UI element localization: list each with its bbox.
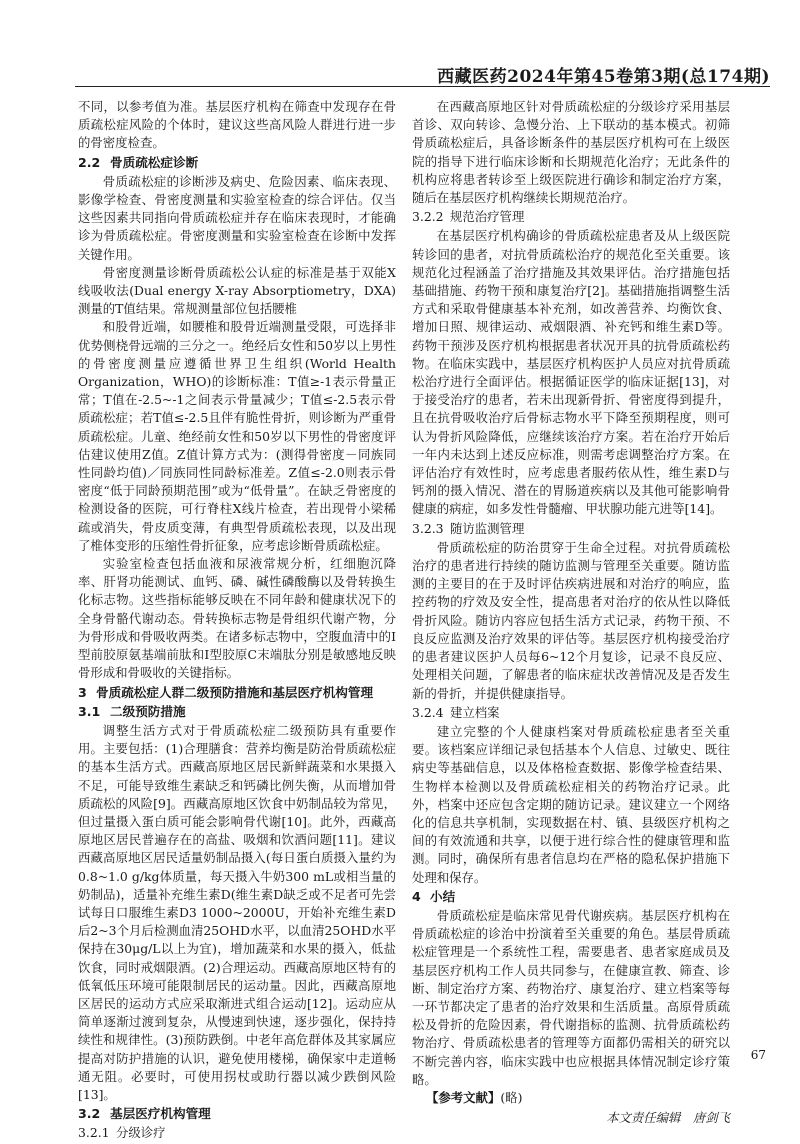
section-number: 3.2.2 (412, 209, 444, 225)
section-title: 骨质疏松症人群二级预防措施和基层医疗机构管理 (96, 684, 374, 700)
left-column (78, 98, 396, 1144)
references-line (412, 1089, 730, 1107)
references-label: 【参考文献】 (426, 1089, 501, 1105)
section-heading-3-2-2 (412, 208, 730, 226)
header-divider (75, 86, 770, 87)
section-heading-3-2-1 (78, 1124, 396, 1142)
section-number: 3.2.4 (412, 704, 444, 720)
section-title: 规范治疗管理 (450, 209, 525, 225)
section-heading-3-2 (78, 1105, 396, 1123)
section-number: 3 (78, 684, 87, 700)
journal-header: 西藏医药2024年第45卷第3期(总174期) (437, 67, 770, 87)
paragraph: 在基层医疗机构确诊的骨质疏松症患者及从上级医院转诊回的患者，对抗骨质疏松治疗的规范化至关重要。该规范化过程涵盖了治疗措施及其效果评估。治疗措施包括基础措施、药物干预和康复治疗[2]。基础措施指调整生活方式和采取骨健康基本补充剂，如改善营养、均衡饮食、增加日照、规律运动、戒烟限酒、补充钙和维生素D等。药物干预涉及医疗机构根据患者状况开具的抗骨质疏松药物。在临床实践中，基层医疗机构医护人员应对抗骨质疏松治疗进行全面评估。根据循证医学的临床证据[13]，对于接受治疗的患者，若未出现新骨折、骨密度得到提升，且在抗骨吸收治疗后骨标志物水平下降至预期程度，则可认为骨折风险降低，应继续该治疗方案。若在治疗开始后一年内未达到上述反应标准，则需考虑调整治疗方案。在评估治疗有效性时，应考虑患者服药依从性，维生素D与钙剂的摄入情况、潜在的胃肠道疾病以及其他可能影响骨健康的病症，如多发性骨髓瘤、甲状腺功能亢进等[14]。 (412, 228, 730, 517)
paragraph: 调整生活方式对于骨质疏松症二级预防具有重要作用。主要包括：(1)合理膳食：营养均衡是防治骨质疏松症的基本生活方式。西藏高原地区居民新鲜蔬菜和水果摄入不足，可能导致维生素缺乏和钙磷比例失衡，从而增加骨质疏松的风险[9]。西藏高原地区饮食中奶制品较为常见，但过量摄入蛋白质可能会影响骨代谢[10]。此外，西藏高原地区居民普遍存在的高盐、吸烟和饮酒问题[11]。建议西藏高原地区居民适量奶制品摄入(每日蛋白质摄入量约为0.8~1.0 g/kg体质量，每天摄入牛奶300 mL或相当量的奶制品)，适量补充维生素D(维生素D缺乏或不足者可先尝试每日口服维生素D3 1000~2000U，开始补充维生素D后2~3个月后检测血清25OHD水平，以血清25OHD水平保持在30μg/L以上为宜)，增加蔬菜和水果的摄入，低盐饮食，同时戒烟限酒。(2)合理运动。西藏高原地区特有的低氧低压环境可能限制居民的运动量。因此，西藏高原地区居民的运动方式应采取渐进式组合运动[12]。运动应从简单逐渐过渡到复杂，从慢速到快速，逐步强化，保持持续性和规律性。(3)预防跌倒。中老年高危群体及其家属应提高对防护措施的认识，避免使用楼梯，确保家中走道畅通无阻。必要时，可使用拐杖或助行器以减少跌倒风险[13]。 (78, 722, 396, 1102)
responsible-editor: 本文责任编辑 唐剑飞 (606, 1110, 730, 1126)
section-heading-3-2-3 (412, 520, 730, 538)
references-omitted: (略) (500, 1089, 523, 1105)
section-number: 3.2.3 (412, 520, 444, 536)
section-title: 基层医疗机构管理 (110, 1106, 211, 1122)
section-heading-4 (412, 888, 730, 906)
section-title: 分级诊疗 (116, 1125, 166, 1141)
paragraph: 不同，以参考值为准。基层医疗机构在筛查中发现存在骨质疏松症风险的个体时，建议这些高风险人群进行进一步的骨密度检查。 (78, 99, 396, 151)
section-number: 3.2 (78, 1106, 101, 1122)
right-column (412, 98, 730, 1127)
section-number: 2.2 (78, 154, 101, 170)
paragraph: 骨质疏松症是临床常见骨代谢疾病。基层医疗机构在骨质疏松症的诊治中扮演着至关重要的角色。基层骨质疏松症管理是一个系统性工程，需要患者、患者家庭成员及基层医疗机构工作人员共同参与，在健康宣教、筛查、诊断、制定治疗方案、药物治疗、康复治疗、建立档案等每一环节都决定了患者的治疗效果和生活质量。高原骨质疏松及骨折的危险因素，骨代谢指标的监测、抗骨质疏松药物治疗、骨质疏松患者的管理等方面都仍需相关的研究以不断完善内容，临床实践中也应根据具体情况制定诊疗策略。 (412, 907, 730, 1087)
section-heading-3-1 (78, 703, 396, 721)
section-title: 小结 (430, 888, 456, 904)
paragraph: 骨质疏松症的防治贯穿于生命全过程。对抗骨质疏松治疗的患者进行持续的随访监测与管理至关重要。随访监测的主要目的在于及时评估疾病进展和对治疗的响应，监控药物的疗效及安全性，提高患者对治疗的依从性以降低骨折风险。随访内容应包括生活方式记录，药物干预、不良反应监测及治疗效果的评估等。基层医疗机构接受治疗的患者建议医护人员每6~12个月复诊，记录不良反应、处理相关问题，了解患者的临床症状改善情况及是否发生新的骨折，并提供健康指导。 (412, 539, 730, 701)
section-heading-3 (78, 684, 396, 702)
section-title: 二级预防措施 (110, 703, 186, 719)
page-number: 67 (750, 1048, 766, 1062)
section-title: 随访监测管理 (450, 520, 525, 536)
section-heading-2-2 (78, 154, 396, 172)
paragraph: 和股骨近端，如腰椎和股骨近端测量受限，可选择非优势侧桡骨远端的三分之一。绝经后女性和50岁以上男性的骨密度测量应遵循世界卫生组织(World Health Organization，WHO)的诊断标准：T值≥-1表示骨量正常；T值在-2.5~-1之间表示骨量减少；T值≤-2.5表示骨质疏松症；若T值≤-2.5且伴有脆性骨折，则诊断为严重骨质疏松症。儿童、绝经前女性和50岁以下男性的骨密度评估建议使用Z值。Z值计算方式为：(测得骨密度－同族同性同龄均值)／同族同性同龄标准差。Z值≤-2.0则表示骨密度“低于同龄预期范围”或为“低骨量”。在缺乏骨密度的检测设备的医院，可行脊柱X线片检查，若出现骨小梁稀疏或消失，骨皮质变薄，有典型骨质疏松表现，以及出现了椎体变形的压缩性骨折征象，应考虑诊断骨质疏松症。 (78, 319, 396, 553)
section-number: 4 (412, 888, 421, 904)
section-title: 建立档案 (450, 704, 500, 720)
section-number: 3.1 (78, 703, 101, 719)
paragraph: 骨密度测量诊断骨质疏松公认症的标准是基于双能X线吸收法(Dual energy X-ray Absorptiometry，DXA)测量的T值结果。常规测量部位包括腰椎 (78, 264, 396, 317)
paragraph: 实验室检查包括血液和尿液常规分析，红细胞沉降率、肝肾功能测试、血钙、磷、碱性磷酸酶以及骨转换生化标志物。这些指标能够反映在不同年龄和健康状况下的全身骨骼代谢动态。骨转换标志物是骨组织代谢产物，分为骨形成和骨吸收两类。在诸多标志物中，空腹血清中的Ⅰ型前胶原氨基端前肽和Ⅰ型胶原C末端肽分别是敏感地反映骨形成和骨吸收的关键指标。 (78, 556, 396, 681)
paragraph: 建立完整的个人健康档案对骨质疏松症患者至关重要。该档案应详细记录包括基本个人信息、过敏史、既往病史等基础信息，以及体格检查数据、影像学检查结果、生物样本检测以及骨质疏松症相关的药物治疗记录。此外，档案中还应包含定期的随访记录。建议建立一个网络化的信息共享机制，实现数据在村、镇、县级医疗机构之间的有效流通和共享，以便于进行综合性的健康管理和监测。同时，确保所有患者信息均在严格的隐私保护措施下处理和保存。 (412, 723, 730, 885)
section-title: 骨质疏松症诊断 (110, 154, 199, 170)
section-heading-3-2-4 (412, 704, 730, 722)
section-number: 3.2.1 (78, 1125, 110, 1141)
paragraph: 骨质疏松症的诊断涉及病史、危险因素、临床表现、影像学检查、骨密度测量和实验室检查的综合评估。仅当这些因素共同指向骨质疏松症并存在临床表现时，才能确诊为骨质疏松症。骨密度测量和实验室检查在诊断中发挥关键作用。 (78, 173, 396, 262)
paragraph: 在西藏高原地区针对骨质疏松症的分级诊疗采用基层首诊、双向转诊、急慢分治、上下联动的基本模式。初筛骨质疏松症后，具备诊断条件的基层医疗机构可在上级医院的指导下进行临床诊断和长期规范化治疗；无此条件的机构应将患者转诊至上级医院进行确诊和制定治疗方案，随后在基层医疗机构继续长期规范治疗。 (412, 99, 730, 206)
